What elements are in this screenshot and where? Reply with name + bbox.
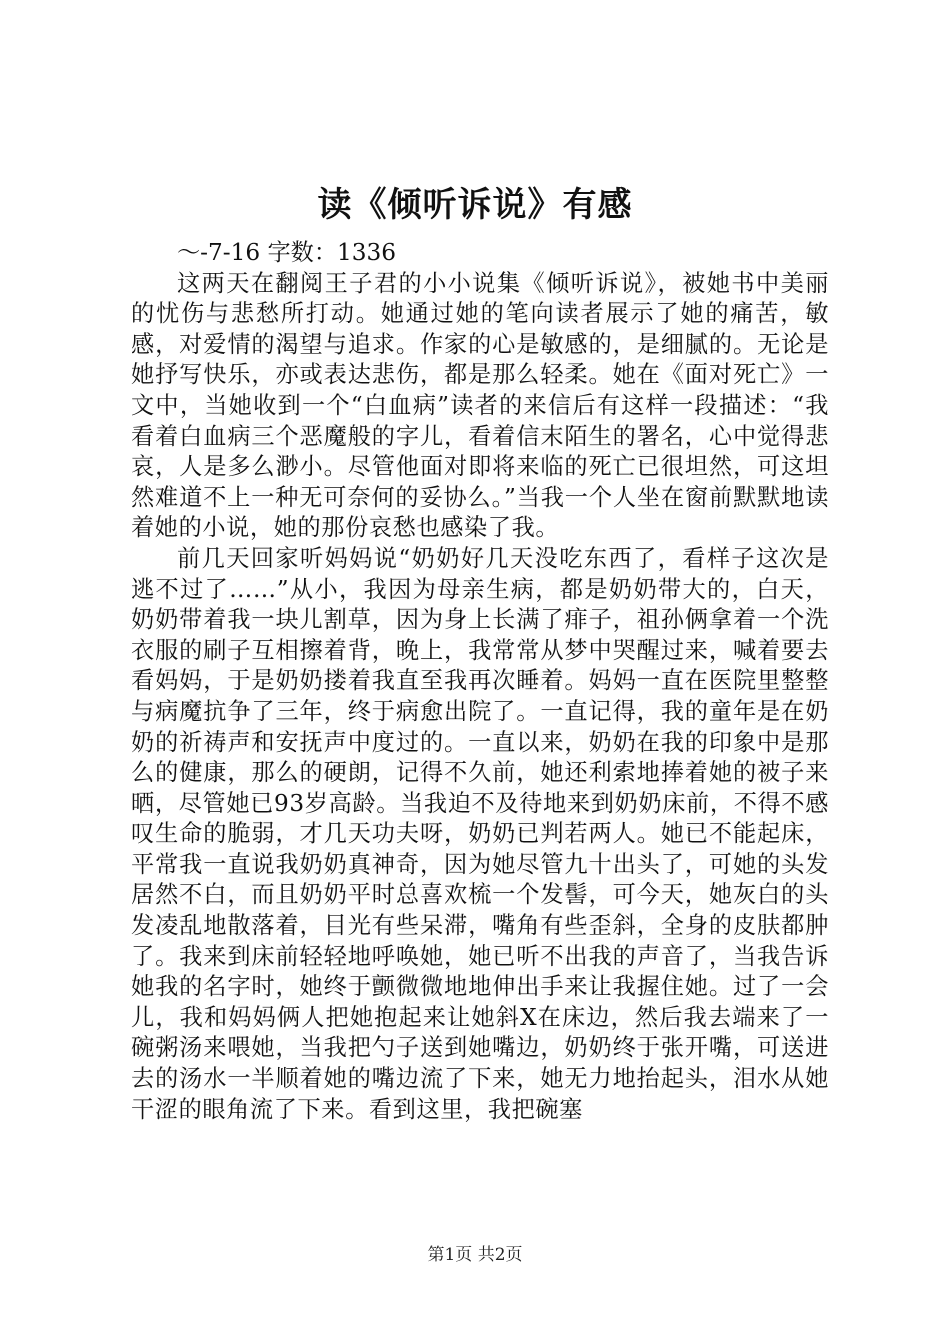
date-word-count-line: ～-7-16 字数：1336 <box>177 239 397 266</box>
document-title: 读《倾听诉说》有感 <box>317 185 633 225</box>
page-footer: 第1页 共2页 <box>427 1245 523 1265</box>
paragraph-2: 前几天回家听妈妈说“奶奶好几天没吃东西了，看样子这次是逃不过了……”从小，我因为母亲生病，都是奶奶带大的，白天，奶奶带着我一块儿割草，因为身上长满了痱子，祖孙俩拿着一个洗衣服的刷子互相擦着背，晚上，我常常从梦中哭醒过来，喊着要去看妈妈，于是奶奶搂着我直至我再次睡着。妈妈一直在医院里整整与病魔抗争了三年，终于病愈出院了。一直记得，我的童年是在奶奶的祈祷声和安抚声中度过的。一直以来，奶奶在我的印象中是那么的健康，那么的硬朗，记得不久前，她还利索地捧着她的被子来晒，尽管她已93岁高龄。当我迫不及待地来到奶奶床前，不得不感叹生命的脆弱，才几天功夫呀，奶奶已判若两人。她已不能起床，平常我一直说我奶奶真神奇，因为她尽管九十出头了，可她的头发居然不白，而且奶奶平时总喜欢梳一个发髻，可今天，她灰白的头发凌乱地散落着，目光有些呆滞，嘴角有些歪斜，全身的皮肤都肿了。我来到床前轻轻地呼唤她，她已听不出我的声音了，当我告诉她我的名字时，她终于颤微微地地伸出手来让我握住她。过了一会儿，我和妈妈俩人把她抱起来让她斜X在床边，然后我去端来了一碗粥汤来喂她，当我把勺子送到她嘴边，奶奶终于张开嘴，可送进去的汤水一半顺着她的嘴边流了下来，她无力地抬起头，泪水从她干涩的眼角流了下来。看到这里，我把碗塞 <box>131 544 829 1123</box>
paragraph-1: 这两天在翻阅王子君的小小说集《倾听诉说》，被她书中美丽的忧伤与悲愁所打动。她通过她的笔向读者展示了她的痛苦，敏感，对爱情的渴望与追求。作家的心是敏感的，是细腻的。无论是她抒写快乐，亦或表达悲伤，都是那么轻柔。她在《面对死亡》一文中，当她收到一个“白血病”读者的来信后有这样一段描述：“我看着白血病三个恶魔般的字儿，看着信末陌生的署名，心中觉得悲哀，人是多么渺小。尽管他面对即将来临的死亡已很坦然，可这坦然难道不上一种无可奈何的妥协么。”当我一个人坐在窗前默默地读着她的小说，她的那份哀愁也感染了我。 <box>131 269 829 542</box>
document-body <box>131 238 829 1125</box>
